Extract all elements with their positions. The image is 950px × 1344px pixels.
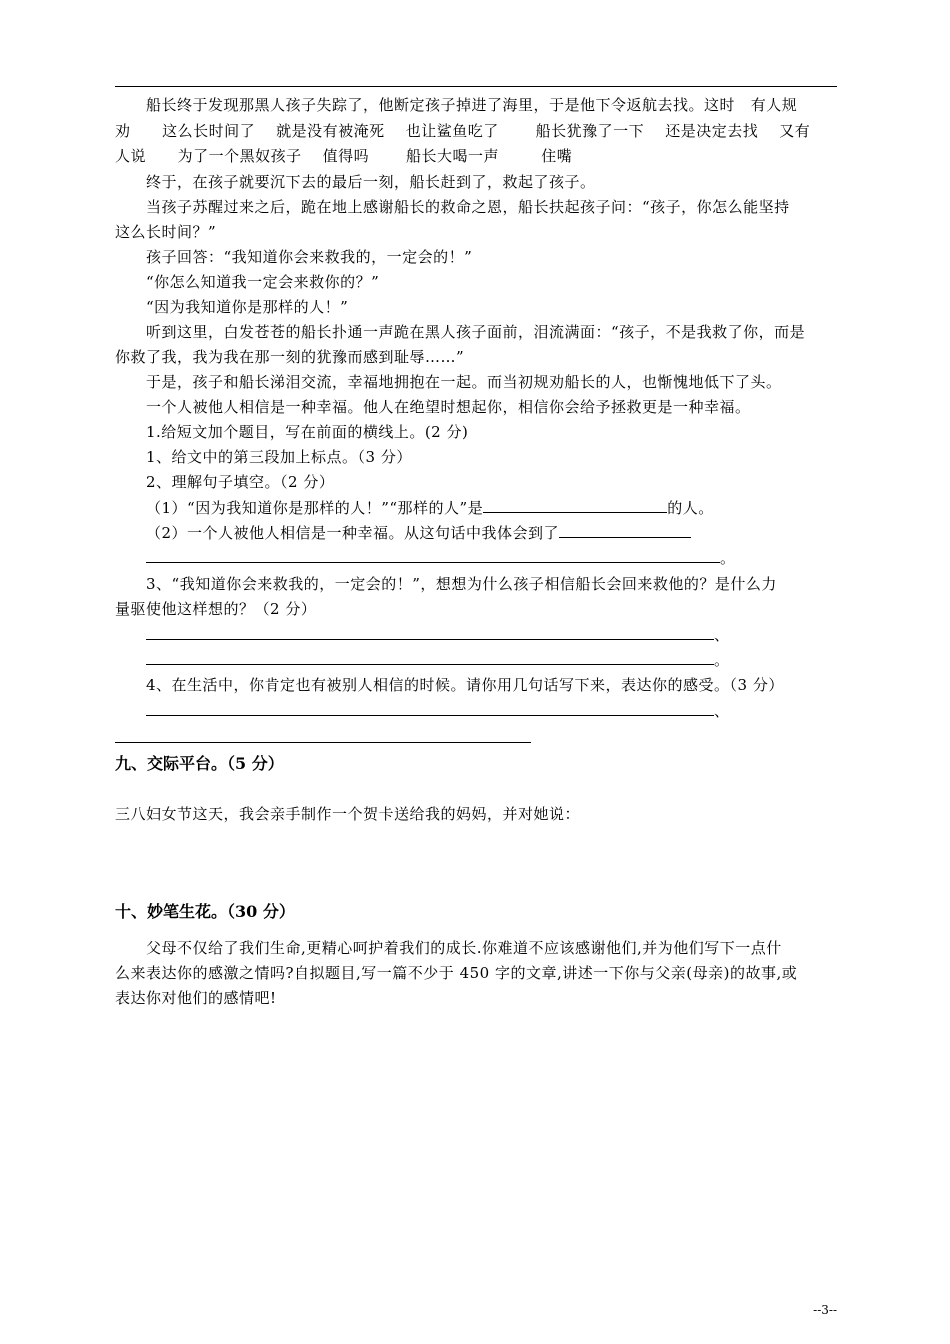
page-number: --3--: [813, 1303, 837, 1317]
answer-blank-2-2b[interactable]: [146, 547, 720, 563]
question-2-2: [146, 521, 837, 545]
question-2-2-text: （2）一个人被他人相信是一种幸福。从这句话中我体会到了: [146, 524, 560, 542]
section-10-title: 十、妙笔生花。（30 分）: [115, 902, 295, 921]
answer-blank-2-2a[interactable]: [559, 522, 691, 538]
passage-line: 船长终于发现那黑人孩子失踪了，他断定孩子掉进了海里，于是他下令返航去找。这时 有人规: [146, 96, 798, 114]
question-1: 1、给文中的第三段加上标点。（3 分）: [146, 448, 412, 466]
answer-blank-4a[interactable]: [146, 700, 714, 716]
question-3-cont: 量驱使他这样想的？（2 分）: [115, 600, 317, 618]
end-mark: 、: [714, 702, 730, 720]
end-mark: 、: [714, 626, 730, 644]
answer-blank-4b[interactable]: [115, 742, 531, 743]
section-10-line: 表达你对他们的感情吧!: [115, 989, 277, 1007]
passage-line: 一个人被他人相信是一种幸福。他人在绝望时想起你，相信你会给予拯救更是一种幸福。: [146, 398, 751, 416]
passage-line: 于是，孩子和船长涕泪交流，幸福地拥抱在一起。而当初规劝船长的人，也惭愧地低下了头。: [146, 373, 782, 391]
end-mark: 。: [714, 651, 730, 669]
answer-blank-2-1[interactable]: [483, 497, 667, 513]
answer-blank-3b[interactable]: [146, 649, 714, 665]
question-4: 4、在生活中，你肯定也有被别人相信的时候。请你用几句话写下来，表达你的感受。（3 分）: [146, 676, 784, 694]
question-3: 3、“我知道你会来救我的，一定会的！”，想想为什么孩子相信船长会回来救他的？是什么力: [146, 575, 777, 593]
passage-line: 当孩子苏醒过来之后，跪在地上感谢船长的救命之恩，船长扶起孩子问：“孩子，你怎么能坚持: [146, 198, 790, 216]
end-mark: 。: [720, 549, 736, 567]
passage-line: 劝 这么长时间了 就是没有被淹死 也让鲨鱼吃了 船长犹豫了一下 还是决定去找 又有: [115, 122, 811, 140]
passage-line: 孩子回答：“我知道你会来救我的，一定会的！”: [146, 248, 473, 266]
title-blank-line[interactable]: [115, 86, 837, 87]
question-2-1-suffix: 的人。: [667, 499, 714, 517]
answer-line-4a: [146, 699, 837, 723]
answer-blank-3a[interactable]: [146, 624, 714, 640]
section-9-title: 九、交际平台。（5 分）: [115, 754, 284, 773]
passage-line: “因为我知道你是那样的人！”: [146, 298, 349, 316]
question-2-2-cont: [146, 546, 837, 570]
answer-line-3b: [146, 648, 837, 672]
section-9-text: 三八妇女节这天，我会亲手制作一个贺卡送给我的妈妈，并对她说：: [115, 805, 581, 823]
passage-line: “你怎么知道我一定会来救你的？”: [146, 273, 380, 291]
passage-line: 听到这里，白发苍苍的船长扑通一声跪在黑人孩子面前，泪流满面：“孩子，不是我救了你，而是: [146, 323, 806, 341]
passage-line: 你救了我，我为我在那一刻的犹豫而感到耻辱……”: [115, 348, 465, 366]
section-10-line: 父母不仅给了我们生命,更精心呵护着我们的成长.你难道不应该感谢他们,并为他们写下一点什: [146, 939, 782, 957]
answer-line-3a: [146, 623, 837, 647]
question-0: 1.给短文加个题目，写在前面的横线上。(2 分): [146, 423, 469, 441]
question-2: 2、理解句子填空。（2 分）: [146, 473, 335, 491]
question-2-1-text: （1）“因为我知道你是那样的人！”“那样的人”是: [146, 499, 484, 517]
section-10-line: 么来表达你的感激之情吗?自拟题目,写一篇不少于 450 字的文章,讲述一下你与父亲(母亲)的故事,或: [115, 964, 798, 982]
question-2-1: [146, 496, 837, 520]
passage-line: 终于，在孩子就要沉下去的最后一刻，船长赶到了，救起了孩子。: [146, 173, 596, 191]
passage-line: 这么长时间？”: [115, 223, 217, 241]
passage-line: 人说 为了一个黑奴孩子 值得吗 船长大喝一声 住嘴: [115, 147, 573, 165]
